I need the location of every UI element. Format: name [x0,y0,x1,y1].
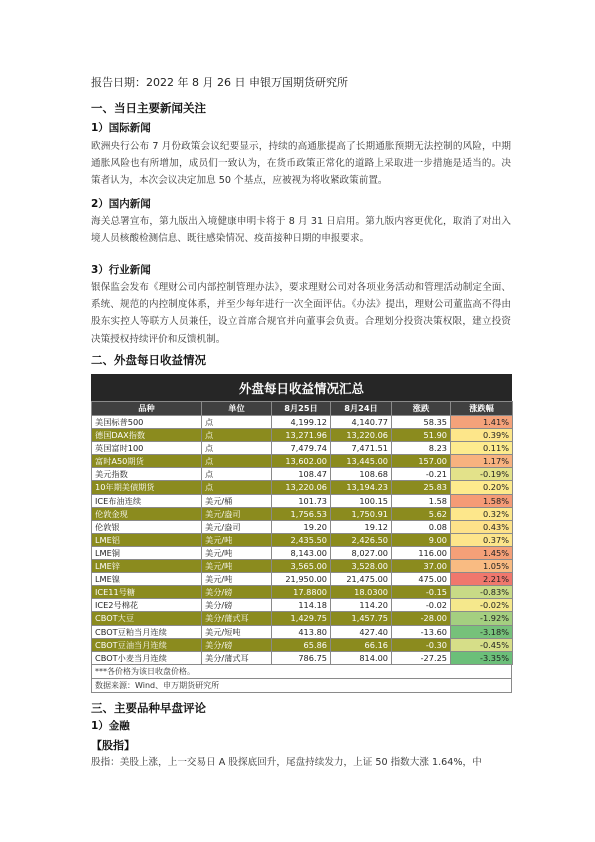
cell-unit: 美元/吨 [202,546,272,559]
table-row [92,481,513,494]
cell-change: 9.00 [392,533,451,546]
section-1-2-title: 2）国内新闻 [91,198,151,210]
cell-variety: 伦敦金现 [92,507,202,520]
cell-aug24: 108.68 [331,468,392,481]
table-row [92,455,513,468]
cell-aug24: 19.12 [331,520,392,533]
table-row [92,638,513,651]
table-row [92,429,513,442]
cell-change-pct: 0.11% [451,442,513,455]
cell-aug24: 18.0300 [331,586,392,599]
cell-variety: CBOT豆油当月连续 [92,638,202,651]
cell-aug25: 7,479.74 [272,442,331,455]
cell-variety: LME铜 [92,546,202,559]
cell-change: 475.00 [392,573,451,586]
cell-change-pct: -0.19% [451,468,513,481]
cell-unit: 美元/吨 [202,573,272,586]
cell-unit: 美元/吨 [202,533,272,546]
cell-variety: CBOT豆粕当月连续 [92,625,202,638]
table-row [92,599,513,612]
cell-change-pct: 0.39% [451,429,513,442]
cell-change: 1.58 [392,494,451,507]
cell-change-pct: -0.45% [451,638,513,651]
cell-change: 58.35 [392,416,451,429]
cell-unit: 点 [202,455,272,468]
cell-variety: 美国标普500 [92,416,202,429]
header-aug25: 8月25日 [272,402,331,416]
cell-change: -0.15 [392,586,451,599]
section-2-title: 二、外盘每日收益情况 [91,353,206,367]
cell-variety: CBOT小麦当月连续 [92,651,202,664]
cell-change-pct: 1.05% [451,560,513,573]
cell-aug24: 13,445.00 [331,455,392,468]
table-row [92,507,513,520]
industry-news-text: 银保监会发布《理财公司内部控制管理办法》，要求理财公司对各项业务活动和管理活动制定全面、系统、规范的内控制度体系，并至少每年进行一次全面评估。《办法》提出，理财公司董监高不得由股东实控人等联方人员兼任，设立首席合规官并向董事会负责。合理划分投资决策权限，建立投资决策授权持续评价和反馈机制。 [91,282,511,345]
cell-aug25: 786.75 [272,651,331,664]
cell-aug24: 814.00 [331,651,392,664]
cell-change-pct: 0.20% [451,481,513,494]
cell-unit: 美元/桶 [202,494,272,507]
cell-aug25: 19.20 [272,520,331,533]
section-1-1-title: 1）国际新闻 [91,122,151,134]
table-row [92,560,513,573]
cell-change-pct: -0.02% [451,599,513,612]
cell-change-pct: 0.37% [451,533,513,546]
cell-change: -28.00 [392,612,451,625]
section-1-title: 一、当日主要新闻关注 [91,101,206,115]
cell-aug24: 13,220.06 [331,429,392,442]
cell-variety: CBOT大豆 [92,612,202,625]
cell-change-pct: -3.18% [451,625,513,638]
table-row [92,573,513,586]
cell-change: 0.08 [392,520,451,533]
section-3-1-title: 1）金融 [91,720,130,732]
cell-aug25: 8,143.00 [272,546,331,559]
cell-change: 116.00 [392,546,451,559]
cell-aug24: 13,194.23 [331,481,392,494]
cell-change: 25.83 [392,481,451,494]
cell-variety: 伦敦银 [92,520,202,533]
cell-unit: 美分/蒲式耳 [202,651,272,664]
cell-aug25: 2,435.50 [272,533,331,546]
cell-aug24: 2,426.50 [331,533,392,546]
cell-aug25: 65.86 [272,638,331,651]
table-row [92,494,513,507]
header-change: 涨跌 [392,402,451,416]
cell-variety: 10年期美债期货 [92,481,202,494]
overseas-returns-table [91,374,512,693]
cell-change-pct: 0.43% [451,520,513,533]
cell-change: -0.02 [392,599,451,612]
cell-aug25: 101.73 [272,494,331,507]
cell-variety: 英国富时100 [92,442,202,455]
cell-variety: ICE2号棉花 [92,599,202,612]
cell-unit: 点 [202,468,272,481]
returns-table-grid [91,401,513,665]
cell-aug24: 8,027.00 [331,546,392,559]
cell-variety: 德国DAX指数 [92,429,202,442]
cell-unit: 美分/磅 [202,599,272,612]
table-row [92,546,513,559]
cell-aug24: 3,528.00 [331,560,392,573]
cell-change: 8.23 [392,442,451,455]
cell-unit: 美分/磅 [202,638,272,651]
cell-variety: LME镍 [92,573,202,586]
cell-unit: 美分/蒲式耳 [202,612,272,625]
cell-change-pct: 2.21% [451,573,513,586]
cell-change-pct: -1.92% [451,612,513,625]
cell-unit: 点 [202,416,272,429]
cell-aug25: 13,220.06 [272,481,331,494]
cell-unit: 美元/吨 [202,560,272,573]
cell-aug24: 66.16 [331,638,392,651]
table-row [92,442,513,455]
cell-change-pct: 1.17% [451,455,513,468]
cell-aug25: 3,565.00 [272,560,331,573]
cell-variety: LME锌 [92,560,202,573]
table-row [92,533,513,546]
cell-variety: LME铝 [92,533,202,546]
cell-aug24: 114.20 [331,599,392,612]
cell-unit: 美分/磅 [202,586,272,599]
cell-variety: 美元指数 [92,468,202,481]
cell-aug25: 4,199.12 [272,416,331,429]
cell-unit: 点 [202,442,272,455]
cell-aug24: 427.40 [331,625,392,638]
cell-change: -0.30 [392,638,451,651]
cell-change: 51.90 [392,429,451,442]
cell-variety: 富时A50期货 [92,455,202,468]
table-row [92,586,513,599]
table-note: ***各价格为该日收盘价格。 [91,665,512,679]
report-meta: 报告日期：2022 年 8 月 26 日 申银万国期货研究所 [91,76,348,89]
cell-aug25: 114.18 [272,599,331,612]
cell-unit: 美元/短吨 [202,625,272,638]
cell-aug25: 1,429.75 [272,612,331,625]
cell-change-pct: -3.35% [451,651,513,664]
international-news-text: 欧洲央行公布 7 月份政策会议纪要显示，持续的高通胀提高了长期通胀预期无法控制的风险，中期通胀风险也有所增加，成员们一致认为，在货币政策正常化的道路上采取进一步措施是适当的。决策者认为，本次会议决定加息 50 个基点，应被视为将收紧政策前置。 [91,141,511,187]
table-row [92,520,513,533]
cell-change: 37.00 [392,560,451,573]
cell-aug25: 108.47 [272,468,331,481]
cell-aug25: 13,271.96 [272,429,331,442]
cell-change-pct: 1.41% [451,416,513,429]
cell-aug25: 21,950.00 [272,573,331,586]
domestic-news-text: 海关总署宣布，第九版出入境健康申明卡将于 8 月 31 日启用。第九版内容更优化，取消了对出入境人员核酸检测信息、既往感染情况、疫苗接种日期的申报要求。 [91,216,511,245]
cell-aug25: 1,756.53 [272,507,331,520]
cell-change-pct: -0.83% [451,586,513,599]
cell-change-pct: 1.58% [451,494,513,507]
table-row [92,651,513,664]
header-variety: 品种 [92,402,202,416]
cell-change: 157.00 [392,455,451,468]
cell-change-pct: 1.45% [451,546,513,559]
cell-change: -27.25 [392,651,451,664]
cell-unit: 美元/盎司 [202,520,272,533]
cell-aug24: 100.15 [331,494,392,507]
table-source: 数据来源：Wind、申万期货研究所 [91,679,512,693]
cell-variety: ICE布油连续 [92,494,202,507]
table-row [92,612,513,625]
cell-change: -13.60 [392,625,451,638]
cell-change-pct: 0.32% [451,507,513,520]
section-3-title: 三、主要品种早盘评论 [91,701,206,715]
cell-change: 5.62 [392,507,451,520]
cell-unit: 点 [202,481,272,494]
table-header-row [92,402,513,416]
cell-aug24: 1,457.75 [331,612,392,625]
stock-index-subtitle: 【股指】 [91,739,135,752]
cell-variety: ICE11号糖 [92,586,202,599]
cell-aug24: 21,475.00 [331,573,392,586]
cell-change: -0.21 [392,468,451,481]
header-aug24: 8月24日 [331,402,392,416]
header-unit: 单位 [202,402,272,416]
table-row [92,468,513,481]
cell-aug25: 17.8800 [272,586,331,599]
header-change-pct: 涨跌幅 [451,402,513,416]
table-row [92,416,513,429]
stock-index-text: 股指：美股上涨，上一交易日 A 股探底回升，尾盘持续发力，上证 50 指数大涨 1.64%，中 [91,757,482,768]
cell-aug24: 1,750.91 [331,507,392,520]
cell-unit: 美元/盎司 [202,507,272,520]
cell-aug24: 7,471.51 [331,442,392,455]
cell-unit: 点 [202,429,272,442]
cell-aug24: 4,140.77 [331,416,392,429]
section-1-3-title: 3）行业新闻 [91,264,151,276]
cell-aug25: 413.80 [272,625,331,638]
cell-aug25: 13,602.00 [272,455,331,468]
table-title: 外盘每日收益情况汇总 [91,374,512,401]
table-row [92,625,513,638]
